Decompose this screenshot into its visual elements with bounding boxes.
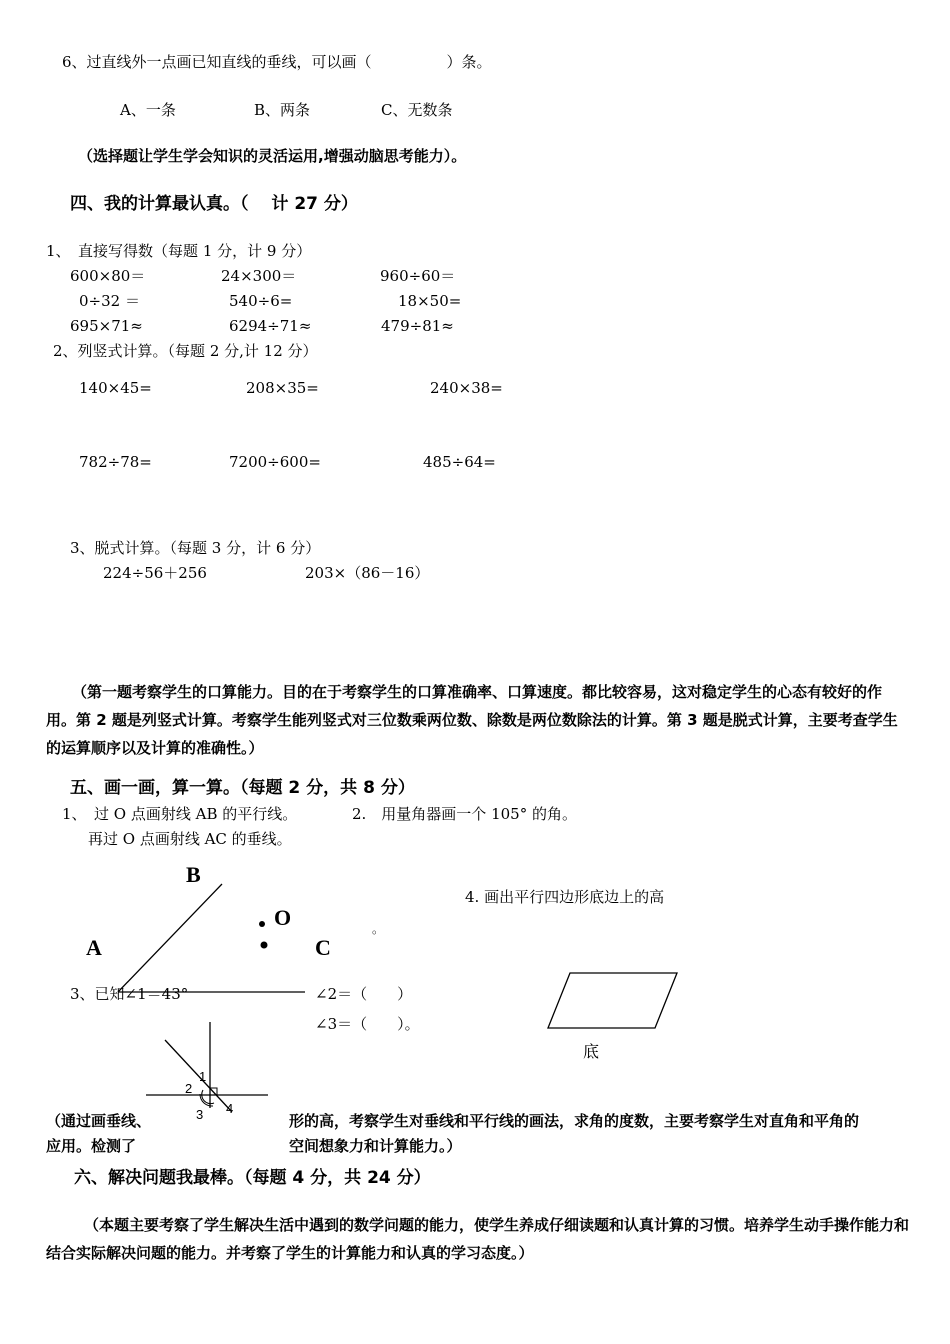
part-1-title: 1、 直接写得数（每题 1 分，计 9 分）	[46, 242, 312, 260]
section-4-heading: 四、我的计算最认真。（ 计 27 分）	[70, 194, 358, 214]
oral-calc: 600×80＝	[70, 267, 146, 285]
angle-arc	[202, 1090, 214, 1104]
section-5-heading: 五、画一画，算一算。（每题 2 分，共 8 分）	[70, 778, 415, 798]
draw-q1-line1: 1、 过 O 点画射线 AB 的平行线。	[62, 805, 298, 823]
ray-ab	[118, 884, 222, 992]
vertical-calc: 208×35=	[246, 379, 319, 397]
draw-q2: 2. 用量角器画一个 105° 的角。	[352, 805, 577, 823]
draw-q1-line2: 再过 O 点画射线 AC 的垂线。	[88, 830, 292, 848]
stray-dot: 。	[372, 922, 385, 936]
option-b: B、两条	[254, 101, 311, 119]
option-c: C、无数条	[381, 101, 453, 119]
oral-calc: 695×71≈	[70, 317, 143, 335]
oral-calc: 18×50=	[398, 292, 462, 310]
oral-calc: 540÷6=	[229, 292, 293, 310]
part-3-title: 3、脱式计算。（每题 3 分，计 6 分）	[70, 539, 321, 557]
question-6: 6、过直线外一点画已知直线的垂线，可以画（ ）条。	[62, 53, 492, 71]
label-a: A	[86, 935, 102, 960]
base-label: 底	[583, 1042, 600, 1061]
label-c: C	[315, 935, 331, 960]
draw-q4: 4. 画出平行四边形底边上的高	[465, 888, 665, 906]
option-a: A、一条	[120, 101, 176, 119]
oral-calc: 0÷32 ＝	[79, 292, 140, 310]
stepwise-calc: 203×（86－16）	[305, 564, 430, 582]
part-2-title: 2、列竖式计算。（每题 2 分,计 12 分）	[53, 342, 318, 360]
parallelogram	[548, 973, 677, 1028]
draw-note-line1-start: （通过画垂线、	[46, 1112, 152, 1130]
angle-label-1: 1	[199, 1069, 207, 1084]
angle-given: 3、已知∠1＝43°	[70, 985, 189, 1003]
choice-note: （选择题让学生学会知识的灵活运用,增强动脑思考能力）。	[78, 147, 467, 165]
stepwise-calc: 224÷56＋256	[103, 564, 207, 582]
angle-2-answer: ∠2＝（ ）	[315, 985, 413, 1003]
point-dot	[261, 942, 268, 949]
section-6-heading: 六、解决问题我最棒。（每题 4 分，共 24 分）	[74, 1168, 431, 1188]
draw-note-line1-end: 形的高，考察学生对垂线和平行线的画法，求角的度数，主要考察学生对直角和平角的	[289, 1112, 860, 1130]
problem-note: （本题主要考察了学生解决生活中遇到的数学问题的能力，使学生养成仔细读题和认真计算的习惯。培养学生动手操作能力和结合实际解决问题的能力。并考察了学生的计算能力和认真的学习态度。）	[46, 1216, 910, 1262]
angle-3-answer: ∠3＝（ ）。	[315, 1015, 420, 1033]
oral-calc: 6294÷71≈	[229, 317, 312, 335]
draw-note-line2-end: 空间想象力和计算能力。）	[289, 1137, 462, 1155]
vertical-calc: 485÷64=	[423, 453, 496, 471]
angle-label-4: 4	[226, 1101, 234, 1116]
label-o: O	[274, 905, 292, 930]
point-o-dot	[259, 921, 265, 927]
label-b: B	[186, 862, 201, 887]
oral-calc: 24×300＝	[221, 267, 297, 285]
calc-note: （第一题考察学生的口算能力。目的在于考察学生的口算准确率、口算速度。都比较容易，这对稳定学生的心态有较好的作用。第 2 题是列竖式计算。考察学生能列竖式对三位数乘两位数、除数是两位数除法的计算。第 3 题是脱式计算，主要考查学生的运算顺序以及计算的准确性。）	[46, 683, 898, 757]
vertical-calc: 7200÷600=	[229, 453, 321, 471]
angle-label-3: 3	[196, 1107, 204, 1122]
angle-label-2: 2	[185, 1081, 193, 1096]
vertical-calc: 782÷78=	[79, 453, 152, 471]
oral-calc: 960÷60＝	[380, 267, 456, 285]
oral-calc: 479÷81≈	[381, 317, 454, 335]
vertical-calc: 140×45=	[79, 379, 152, 397]
draw-note-line2-start: 应用。检测了	[46, 1137, 137, 1155]
vertical-calc: 240×38=	[430, 379, 503, 397]
